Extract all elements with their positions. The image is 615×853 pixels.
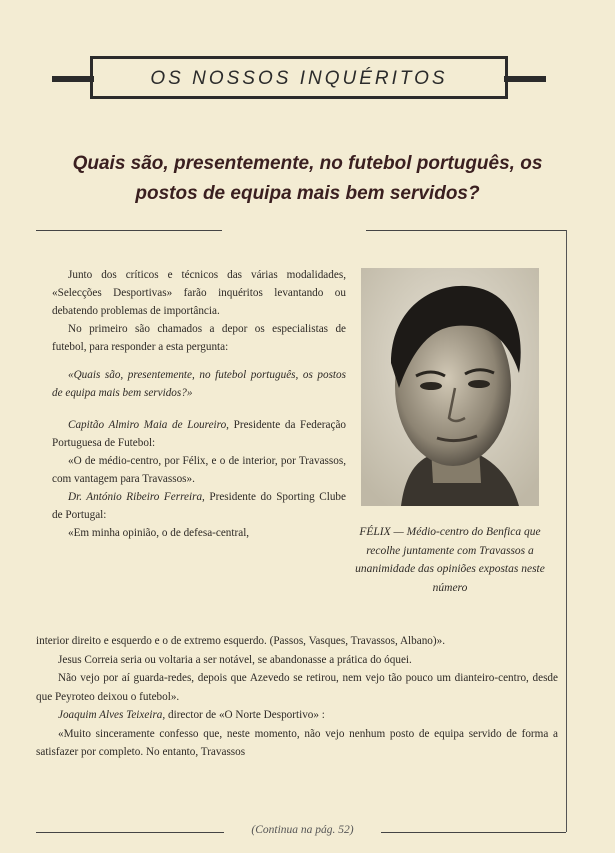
frame-rule bbox=[36, 832, 224, 833]
respondent-role: Presidente da Federação Portuguesa de Futebol: bbox=[52, 419, 347, 449]
answer-paragraph: Jesus Correia seria ou voltaria a ser notável, se abandonasse a prática do óquei. bbox=[58, 653, 412, 666]
respondent-name: Dr. António Ribeiro Ferreira, bbox=[68, 491, 205, 503]
continued-note: (Continua na pág. 52) bbox=[251, 824, 354, 836]
answer-paragraph: Não vejo por aí guarda-redes, depois que Azevedo se retirou, nem vejo tão pouco um dianteiro-centro, desde que Peyroteo deixou o futebol». bbox=[36, 672, 558, 703]
survey-question: «Quais são, presentemente, no futebol português, os postos de equipa mais bem servidos?» bbox=[52, 369, 346, 399]
intro-paragraph: No primeiro são chamados a depor os especialistas de futebol, para responder a esta pergunta: bbox=[52, 323, 346, 353]
answer-heading bbox=[52, 416, 346, 452]
photo-caption bbox=[355, 523, 545, 597]
frame-rule bbox=[381, 832, 566, 833]
caption-text: — Médio-centro do Benfica que recolhe juntamente com Travassos a unanimidade das opiniões expostas neste número bbox=[355, 526, 545, 594]
frame-rule bbox=[36, 230, 222, 231]
answer-text: interior direito e esquerdo e o de extremo esquerdo. (Passos, Vasques, Travassos, Albano)». bbox=[36, 635, 445, 647]
answer-text: «Em minha opinião, o de defesa-central, bbox=[68, 527, 250, 539]
portrait-photo-icon bbox=[361, 268, 539, 506]
answer-text: «O de médio-centro, por Félix, e o de interior, por Travassos, com vantagem para Travassos». bbox=[52, 455, 346, 485]
portrait-illustration bbox=[361, 268, 539, 506]
respondent-role: Presidente do Sporting Clube de Portugal: bbox=[52, 491, 346, 521]
respondent-name: Joaquim Alves Teixeira, bbox=[58, 709, 166, 721]
banner-title: OS NOSSOS INQUÉRITOS bbox=[150, 68, 448, 89]
headline-line-1: Quais são, presentemente, no futebol português, os bbox=[72, 153, 543, 174]
respondent-name: Capitão Almiro Maia de Loureiro, bbox=[68, 419, 229, 431]
headline-line-2: postos de equipa mais bem servidos? bbox=[135, 183, 480, 204]
banner-rule-left bbox=[52, 76, 94, 82]
answer-heading bbox=[36, 706, 558, 725]
continuation-text bbox=[36, 632, 558, 762]
intro-paragraph: Junto dos críticos e técnicos das várias modalidades, «Selecções Desportivas» farão inquéritos levantando ou debatendo problemas de importância. bbox=[52, 269, 346, 317]
frame-rule bbox=[366, 230, 566, 231]
answer-heading bbox=[52, 488, 346, 524]
intro-column bbox=[52, 266, 346, 542]
caption-name: FÉLIX bbox=[359, 526, 391, 538]
respondent-role: director de «O Norte Desportivo» : bbox=[165, 709, 325, 721]
banner-frame bbox=[90, 56, 508, 99]
frame-rule bbox=[566, 230, 567, 832]
answer-text: «Muito sinceramente confesso que, neste momento, não vejo nenhum posto de equipa servido de forma a satisfazer por completo. No entanto, Travassos bbox=[36, 727, 558, 758]
banner-rule-right bbox=[504, 76, 546, 82]
